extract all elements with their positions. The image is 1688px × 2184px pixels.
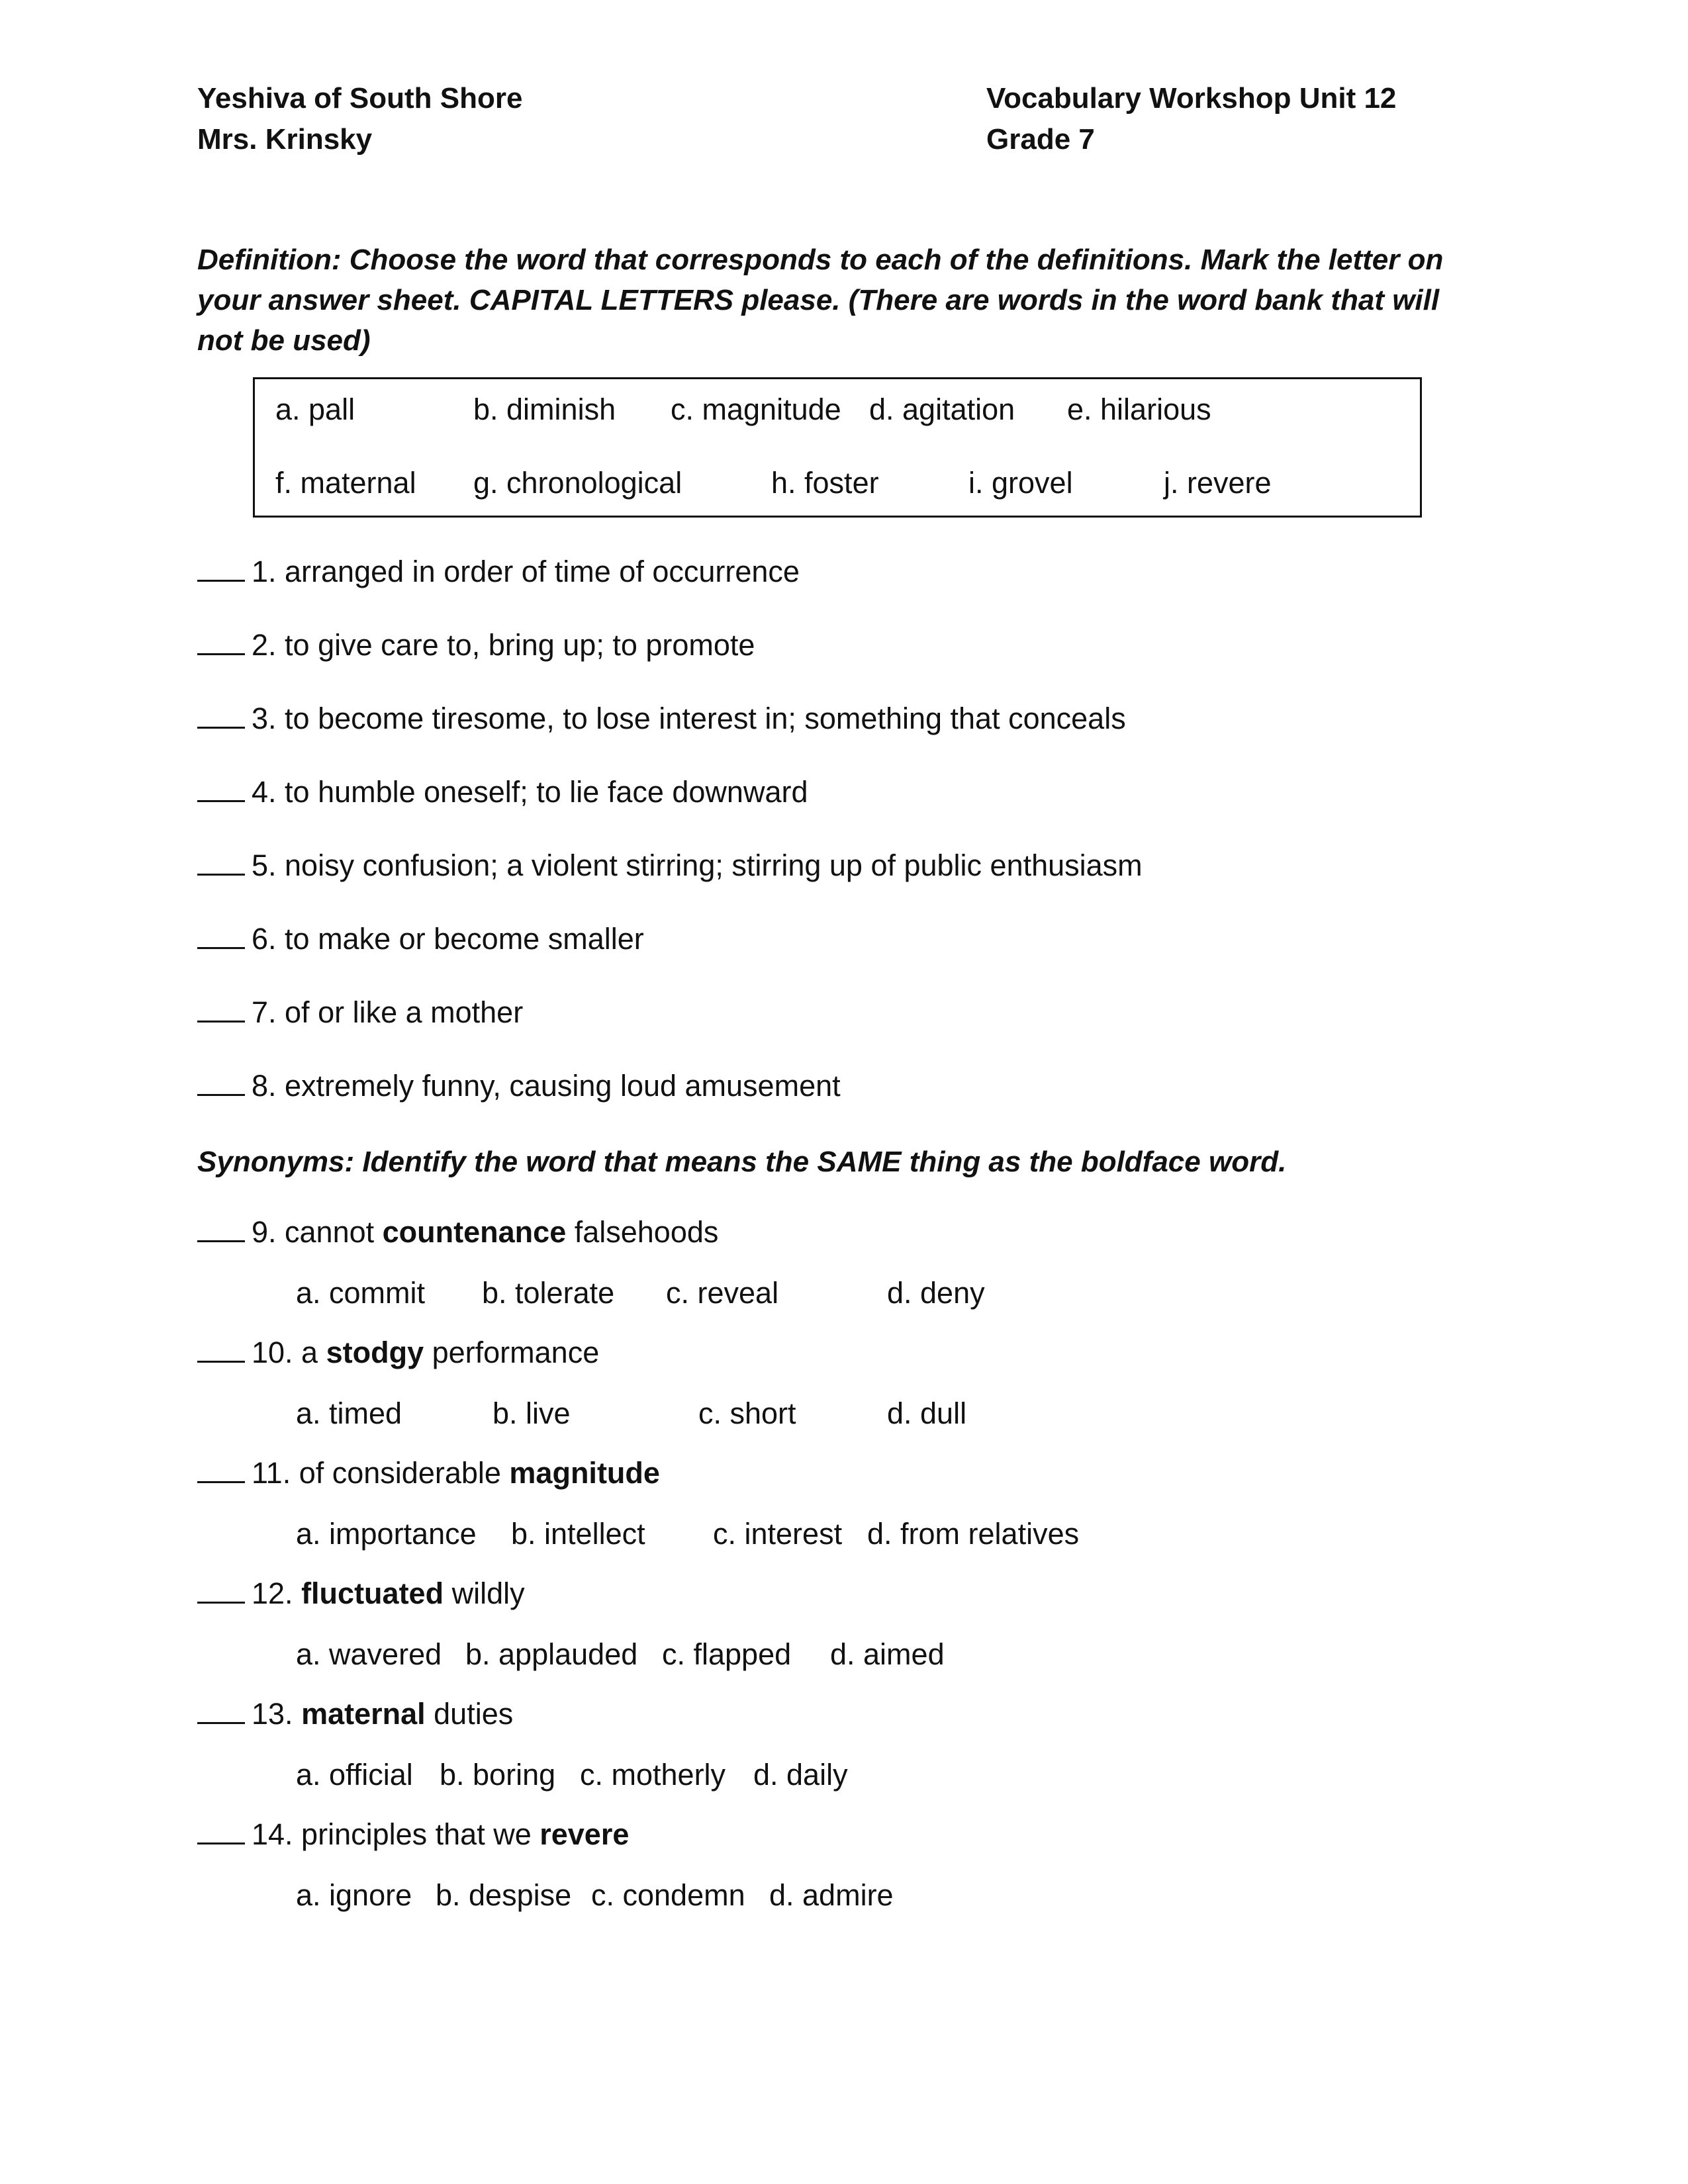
synonym-question: 12. fluctuated wildly bbox=[197, 1576, 525, 1611]
answer-option: a. importance bbox=[296, 1517, 477, 1551]
synonym-question: 13. maternal duties bbox=[197, 1697, 513, 1731]
answer-blank[interactable] bbox=[197, 997, 245, 1023]
answer-option: d. dull bbox=[887, 1396, 967, 1430]
answer-option: b. tolerate bbox=[482, 1276, 615, 1310]
definition-item: 4. to humble oneself; to lie face downward bbox=[197, 775, 808, 809]
definition-item: 7. of or like a mother bbox=[197, 995, 523, 1030]
definition-item: 1. arranged in order of time of occurrence bbox=[197, 555, 800, 589]
answer-option: a. official bbox=[296, 1758, 413, 1792]
definitions-instructions: Definition: Choose the word that corresponds to each of the definitions. Mark the letter on your answer sheet. CAPITAL LETTERS please. (There are words in the word bank that will not be used) bbox=[197, 244, 1444, 357]
synonym-question: 10. a stodgy performance bbox=[197, 1336, 599, 1370]
word-bank-item: j. revere bbox=[1164, 466, 1272, 500]
answer-blank[interactable] bbox=[197, 1457, 245, 1483]
answer-option: c. reveal bbox=[666, 1276, 779, 1310]
answer-blank[interactable] bbox=[197, 1337, 245, 1363]
word-bank-item: e. hilarious bbox=[1067, 392, 1211, 426]
word-bank-item: f. maternal bbox=[275, 466, 416, 500]
synonyms-instructions: Synonyms: Identify the word that means the SAME thing as the boldface word. bbox=[197, 1146, 1287, 1178]
school-name: Yeshiva of South Shore bbox=[197, 82, 523, 114]
synonym-question: 11. of considerable magnitude bbox=[197, 1456, 660, 1490]
answer-option: a. timed bbox=[296, 1396, 402, 1430]
definition-item: 8. extremely funny, causing loud amusement bbox=[197, 1069, 841, 1103]
word-bank-item: c. magnitude bbox=[671, 392, 841, 426]
answer-option: a. wavered bbox=[296, 1637, 442, 1671]
answer-blank[interactable] bbox=[197, 556, 245, 582]
answer-option: d. deny bbox=[887, 1276, 985, 1310]
word-bank-item: b. diminish bbox=[473, 392, 616, 426]
word-bank-item: i. grovel bbox=[968, 466, 1073, 500]
answer-blank[interactable] bbox=[197, 703, 245, 729]
answer-option: d. aimed bbox=[830, 1637, 945, 1671]
answer-option: b. boring bbox=[440, 1758, 556, 1792]
answer-blank[interactable] bbox=[197, 1698, 245, 1724]
answer-option: c. interest bbox=[713, 1517, 843, 1551]
answer-blank[interactable] bbox=[197, 850, 245, 876]
word-bank-item: h. foster bbox=[771, 466, 879, 500]
word-bank-item: g. chronological bbox=[473, 466, 682, 500]
answer-option: b. applauded bbox=[465, 1637, 638, 1671]
answer-option: d. admire bbox=[769, 1878, 894, 1912]
grade-label: Grade 7 bbox=[986, 123, 1095, 156]
answer-blank[interactable] bbox=[197, 1216, 245, 1242]
answer-blank[interactable] bbox=[197, 923, 245, 949]
answer-blank[interactable] bbox=[197, 1578, 245, 1604]
answer-option: c. short bbox=[698, 1396, 796, 1430]
answer-option: a. commit bbox=[296, 1276, 426, 1310]
answer-option: b. live bbox=[492, 1396, 571, 1430]
answer-option: c. flapped bbox=[662, 1637, 792, 1671]
answer-option: d. from relatives bbox=[867, 1517, 1080, 1551]
answer-option: b. despise bbox=[436, 1878, 572, 1912]
teacher-name: Mrs. Krinsky bbox=[197, 123, 373, 156]
word-bank-item: d. agitation bbox=[869, 392, 1015, 426]
answer-option: b. intellect bbox=[511, 1517, 645, 1551]
answer-blank[interactable] bbox=[197, 1070, 245, 1096]
synonym-question: 9. cannot countenance falsehoods bbox=[197, 1215, 718, 1250]
word-bank-item: a. pall bbox=[275, 392, 355, 426]
synonym-question: 14. principles that we revere bbox=[197, 1817, 629, 1852]
answer-blank[interactable] bbox=[197, 629, 245, 655]
definition-item: 3. to become tiresome, to lose interest in; something that conceals bbox=[197, 702, 1126, 736]
word-bank bbox=[253, 377, 1422, 518]
answer-option: c. condemn bbox=[591, 1878, 745, 1912]
answer-option: d. daily bbox=[753, 1758, 848, 1792]
definition-item: 2. to give care to, bring up; to promote bbox=[197, 628, 755, 662]
answer-option: c. motherly bbox=[580, 1758, 726, 1792]
definition-item: 5. noisy confusion; a violent stirring; stirring up of public enthusiasm bbox=[197, 848, 1143, 883]
answer-blank[interactable] bbox=[197, 776, 245, 802]
worksheet-title: Vocabulary Workshop Unit 12 bbox=[986, 82, 1397, 114]
answer-blank[interactable] bbox=[197, 1819, 245, 1844]
definition-item: 6. to make or become smaller bbox=[197, 922, 644, 956]
answer-option: a. ignore bbox=[296, 1878, 412, 1912]
